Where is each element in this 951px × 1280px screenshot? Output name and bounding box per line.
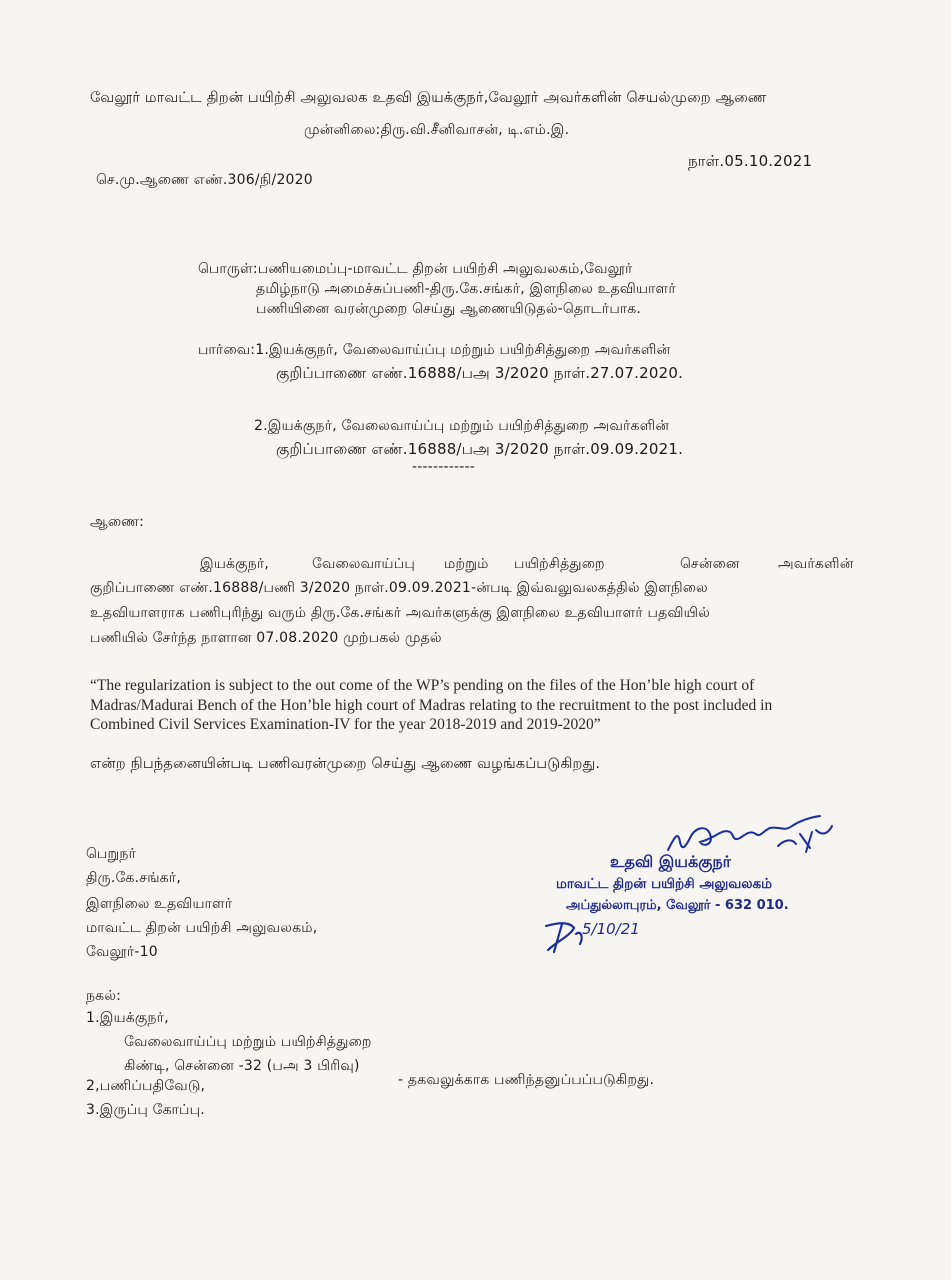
order-para-word-5: சென்னை — [680, 556, 740, 572]
reference-separator: ------------ — [412, 459, 476, 475]
subject-line-2: தமிழ்நாடு அமைச்சுப்பணி-திரு.கே.சங்கர், இளநிலை உதவியாளர் — [256, 281, 676, 297]
stamp-address: அப்துல்லாபுரம், வேலூர் - 632 010. — [566, 898, 789, 913]
subject-line-1: பொருள்:பணியமைப்பு-மாவட்ட திறன் பயிற்சி அலுவலகம்,வேலூர் — [198, 261, 633, 277]
recipient-name: திரு.கே.சங்கர், — [86, 870, 181, 886]
recipient-label: பெறுநர் — [86, 846, 137, 862]
reference-1-line-2: குறிப்பாணை எண்.16888/பஅ 3/2020 நாள்.27.07.2020. — [276, 364, 684, 382]
copy-item-1-purpose: - தகவலுக்காக பணிந்தனுப்பப்படுகிறது. — [398, 1072, 655, 1088]
order-para-word-6: அவர்களின் — [778, 556, 854, 572]
condition-tamil: என்ற நிபந்தனையின்படி பணிவரன்முறை செய்து ஆணை வழங்கப்படுகிறது. — [90, 756, 601, 772]
condition-english-line-3: Combined Civil Services Examination-IV for the year 2018-2019 and 2019-2020” — [90, 716, 601, 733]
order-date: நாள்.05.10.2021 — [688, 152, 813, 170]
order-number: செ.மு.ஆணை எண்.306/நி/2020 — [96, 172, 313, 188]
copy-item-1-line-2: வேலைவாய்ப்பு மற்றும் பயிற்சித்துறை — [124, 1034, 372, 1050]
signature-date: 5/10/21 — [582, 920, 640, 938]
recipient-city: வேலூர்-10 — [86, 944, 158, 960]
stamp-office: மாவட்ட திறன் பயிற்சி அலுவலகம் — [556, 876, 772, 892]
order-para-line-2: குறிப்பாணை எண்.16888/பணி 3/2020 நாள்.09.09.2021-ன்படி இவ்வலுவலகத்தில் இளநிலை — [90, 580, 708, 596]
condition-english-line-1: “The regularization is subject to the out come of the WP’s pending on the files of the Hon’ble high court of — [90, 677, 755, 694]
document-title: வேலூர் மாவட்ட திறன் பயிற்சி அலுவலக உதவி இயக்குநர்,வேலூர் அவர்களின் செயல்முறை ஆணை — [90, 90, 767, 106]
condition-english-line-2: Madras/Madurai Bench of the Hon’ble high court of Madras relating to the recruitment to the post included in — [90, 697, 773, 714]
copy-item-2: 2,பணிப்பதிவேடு, — [86, 1078, 206, 1094]
order-para-line-4: பணியில் சேர்ந்த நாளான 07.08.2020 முற்பகல் முதல் — [90, 630, 442, 646]
recipient-designation: இளநிலை உதவியாளர் — [86, 896, 233, 912]
stamp-designation: உதவி இயக்குநர் — [610, 852, 731, 871]
copy-label: நகல்: — [86, 988, 122, 1004]
order-para-line-3: உதவியாளராக பணிபுரிந்து வரும் திரு.கே.சங்கர் அவர்களுக்கு இளநிலை உதவியாளர் பதவியில் — [90, 605, 710, 621]
order-para-word-3: மற்றும் — [444, 556, 489, 572]
order-para-word-4: பயிற்சித்துறை — [514, 556, 605, 572]
recipient-office: மாவட்ட திறன் பயிற்சி அலுவலகம், — [86, 920, 318, 936]
presence-line: முன்னிலை:திரு.வி.சீனிவாசன், டி.எம்.இ. — [304, 122, 570, 138]
order-para-word-1: இயக்குநர், — [200, 556, 270, 572]
order-para-word-2: வேலைவாய்ப்பு — [312, 556, 415, 572]
copy-item-1-line-3: கிண்டி, சென்னை -32 (பஅ 3 பிரிவு) — [124, 1058, 360, 1074]
reference-1-line-1: பார்வை:1.இயக்குநர், வேலைவாய்ப்பு மற்றும் பயிற்சித்துறை அவர்களின் — [198, 342, 671, 358]
order-heading: ஆணை: — [90, 514, 145, 530]
subject-line-3: பணியினை வரன்முறை செய்து ஆணையிடுதல்-தொடர்பாக. — [256, 301, 642, 317]
reference-2-line-1: 2.இயக்குநர், வேலைவாய்ப்பு மற்றும் பயிற்சித்துறை அவர்களின் — [254, 418, 670, 434]
reference-2-line-2: குறிப்பாணை எண்.16888/பஅ 3/2020 நாள்.09.09.2021. — [276, 440, 684, 458]
copy-item-1-line-1: 1.இயக்குநர், — [86, 1010, 169, 1026]
copy-item-3: 3.இருப்பு கோப்பு. — [86, 1102, 205, 1118]
